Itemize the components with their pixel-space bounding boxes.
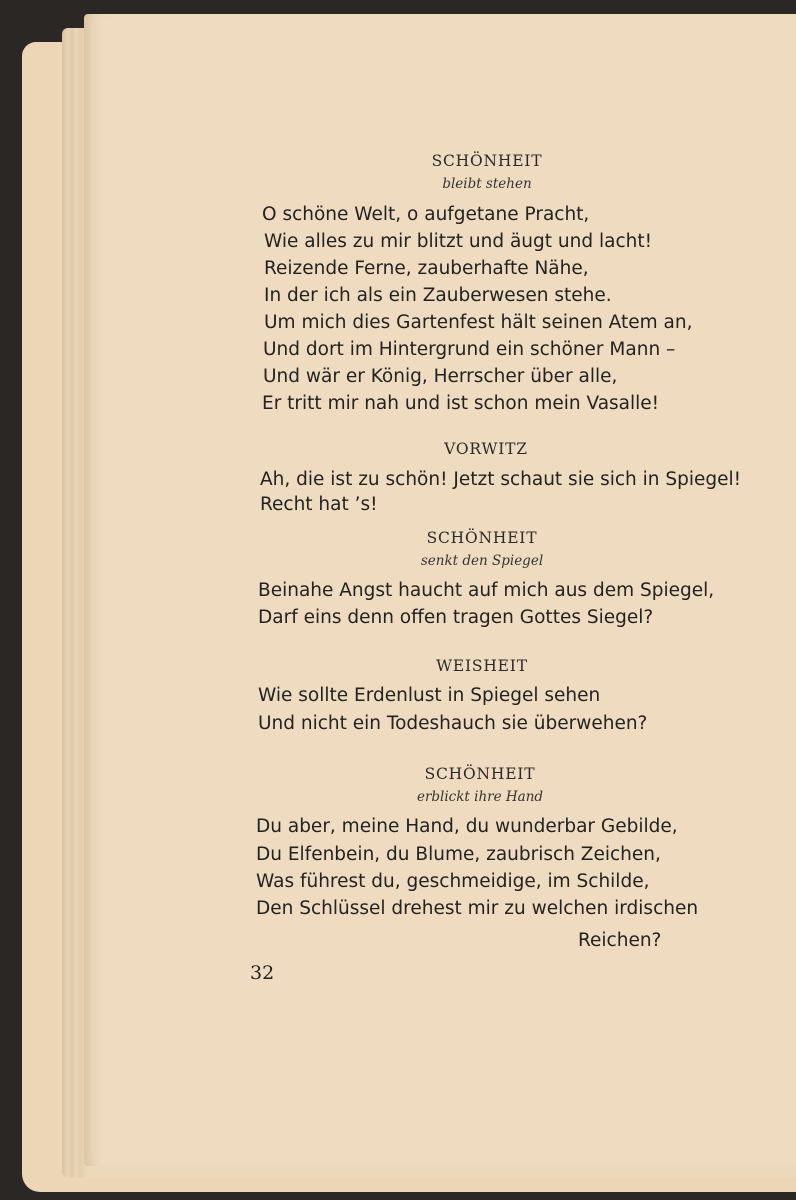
verse-line: Darf eins denn offen tragen Gottes Siegel?	[258, 607, 654, 628]
page-number: 32	[250, 962, 275, 984]
verse-line: Wie alles zu mir blitzt und äugt und lacht!	[264, 231, 653, 252]
verse-line: Recht hat ’s!	[260, 494, 378, 515]
speaker-name: SCHÖNHEIT	[426, 529, 538, 547]
verse-line: Du aber, meine Hand, du wunderbar Gebilde,	[256, 816, 678, 837]
stage-direction: erblickt ihre Hand	[416, 789, 544, 805]
speaker-name: WEISHEIT	[436, 657, 528, 675]
verse-line: In der ich als ein Zauberwesen stehe.	[264, 285, 612, 306]
verse-line: Reichen?	[578, 930, 662, 951]
speaker-name: SCHÖNHEIT	[424, 765, 536, 783]
verse-line: Und dort im Hintergrund ein schöner Mann –	[263, 339, 676, 360]
verse-line: Wie sollte Erdenlust in Spiegel sehen	[258, 685, 601, 706]
verse-line: Den Schlüssel drehest mir zu welchen irdischen	[256, 898, 699, 919]
verse-line: Und nicht ein Todeshauch sie überwehen?	[258, 713, 648, 734]
speaker-name: SCHÖNHEIT	[431, 152, 543, 170]
verse-line: Und wär er König, Herrscher über alle,	[263, 366, 618, 387]
verse-line: Um mich dies Gartenfest hält seinen Atem an,	[264, 312, 693, 333]
stage-direction: bleibt stehen	[442, 176, 532, 192]
verse-line: Reizende Ferne, zauberhafte Nähe,	[264, 258, 589, 279]
speaker-name: VORWITZ	[444, 440, 528, 458]
verse-line: Du Elfenbein, du Blume, zaubrisch Zeichen,	[256, 844, 661, 865]
verse-line: Beinahe Angst haucht auf mich aus dem Spiegel,	[258, 580, 715, 601]
verse-line: Was führest du, geschmeidige, im Schilde,	[256, 871, 650, 892]
verse-line: Ah, die ist zu schön! Jetzt schaut sie sich in Spiegel!	[260, 469, 742, 490]
verse-line: Er tritt mir nah und ist schon mein Vasalle!	[262, 393, 660, 414]
verse-line: O schöne Welt, o aufgetane Pracht,	[262, 204, 590, 225]
stage-direction: senkt den Spiegel	[420, 553, 544, 569]
